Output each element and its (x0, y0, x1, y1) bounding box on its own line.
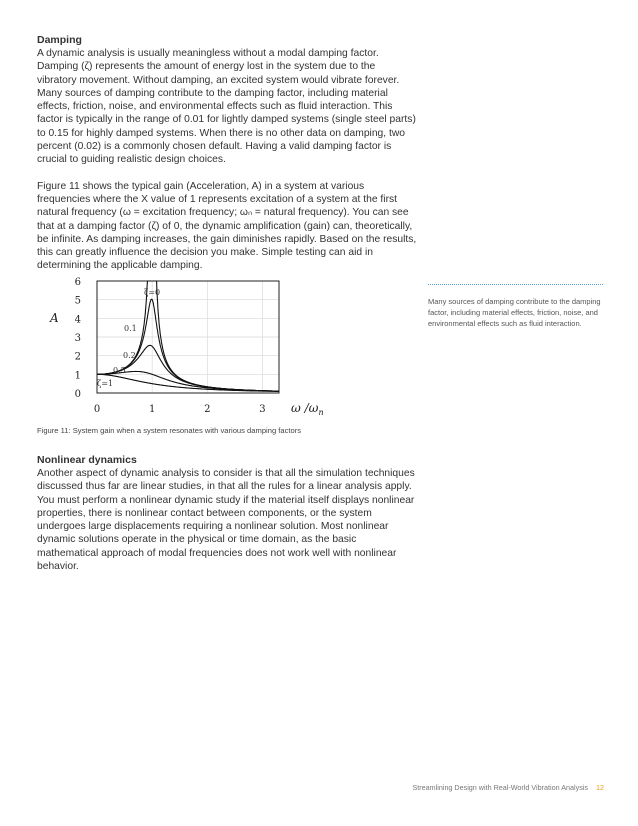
footer-title: Streamlining Design with Real-World Vibration Analysis (412, 783, 588, 792)
figure-caption: Figure 11: System gain when a system resonates with various damping factors (37, 426, 302, 435)
x-axis-label: ω $/\omega_n$ (291, 401, 324, 417)
gain-chart (37, 278, 347, 423)
x-tick-label: 2 (204, 404, 211, 415)
series-label-zeta-0-1: 0.1 (124, 324, 137, 333)
series-line-zeta-0-1 (97, 299, 279, 391)
x-tick-label: 3 (259, 404, 266, 415)
series-label-zeta-0: ζ=0 (144, 288, 161, 297)
nonlinear-section (37, 454, 417, 573)
y-tick-label: 2 (74, 351, 81, 363)
sidebar-text: Many sources of damping contribute to the damping factor, including material effects, friction, noise, and environmental effects such as fluid interaction. (428, 297, 601, 328)
page-number: 12 (596, 783, 604, 792)
y-tick-label: 5 (74, 295, 81, 307)
damping-section (37, 34, 417, 273)
series-label-zeta-0-5: 0.5 (113, 366, 126, 375)
x-tick-label: 1 (148, 404, 156, 415)
sidebar-divider (428, 284, 603, 285)
nonlinear-paragraph: Another aspect of dynamic analysis to consider is that all the simulation techniques discussed thus far are linear studies, in that all the rules for a linear analysis apply. You must perform a nonlinear dynamic study if the material itself displays nonlinear properties, there is nonlinear contact between components, or the system undergoes large displacements requiring a nonlinear solution. Most nonlinear dynamic solutions operate in the physical or time domain, as the basic mathematical approach of modal frequencies does not work well with nonlinear behavior. (37, 468, 415, 573)
damping-heading: Damping (37, 34, 82, 46)
y-tick-label: 6 (74, 277, 81, 288)
y-tick-label: 4 (74, 314, 81, 326)
x-tick-label: 0 (93, 404, 101, 415)
y-axis-label: A (50, 311, 59, 325)
damping-paragraph-2: Figure 11 shows the typical gain (Acceleration, A) in a system at various frequencies where the X value of 1 represents excitation of a system at the first natural frequency (ω = excitation frequency; ωₙ = natural frequency). You can see that at a damping factor (ζ) of 0, the dynamic amplification (gain) can, theoretically, be infinite. As damping increases, the gain diminishes rapidly. Based on the results, this can greatly influence the decision you make. Simple testing can aid in determining the applicable damping. (37, 180, 417, 272)
series-label-zeta-1: ζ=1 (97, 379, 114, 388)
page-footer (412, 783, 604, 792)
sidebar-callout (428, 284, 603, 329)
y-tick-label: 1 (74, 370, 81, 382)
gain-chart-svg (37, 278, 347, 423)
y-tick-label: 0 (74, 389, 81, 400)
series-label-zeta-0-2: 0.2 (123, 351, 136, 360)
damping-paragraph-1: A dynamic analysis is usually meaningless without a modal damping factor. Damping (ζ) represents the amount of energy lost in the system due to the vibratory movement. Without damping, an excited system would vibrate forever. Many sources of damping contribute to the damping factor, including material effects, friction, noise, and environmental effects such as fluid interaction. This factor is typically in the range of 0.01 for lightly damped systems (single steel parts) to 0.15 for highly damped systems. When there is no other data on damping, two percent (0.02) is a commonly chosen default. Having a valid damping factor is crucial to guiding realistic design choices. (37, 48, 416, 166)
y-tick-label: 3 (74, 333, 81, 344)
nonlinear-heading: Nonlinear dynamics (37, 454, 137, 466)
